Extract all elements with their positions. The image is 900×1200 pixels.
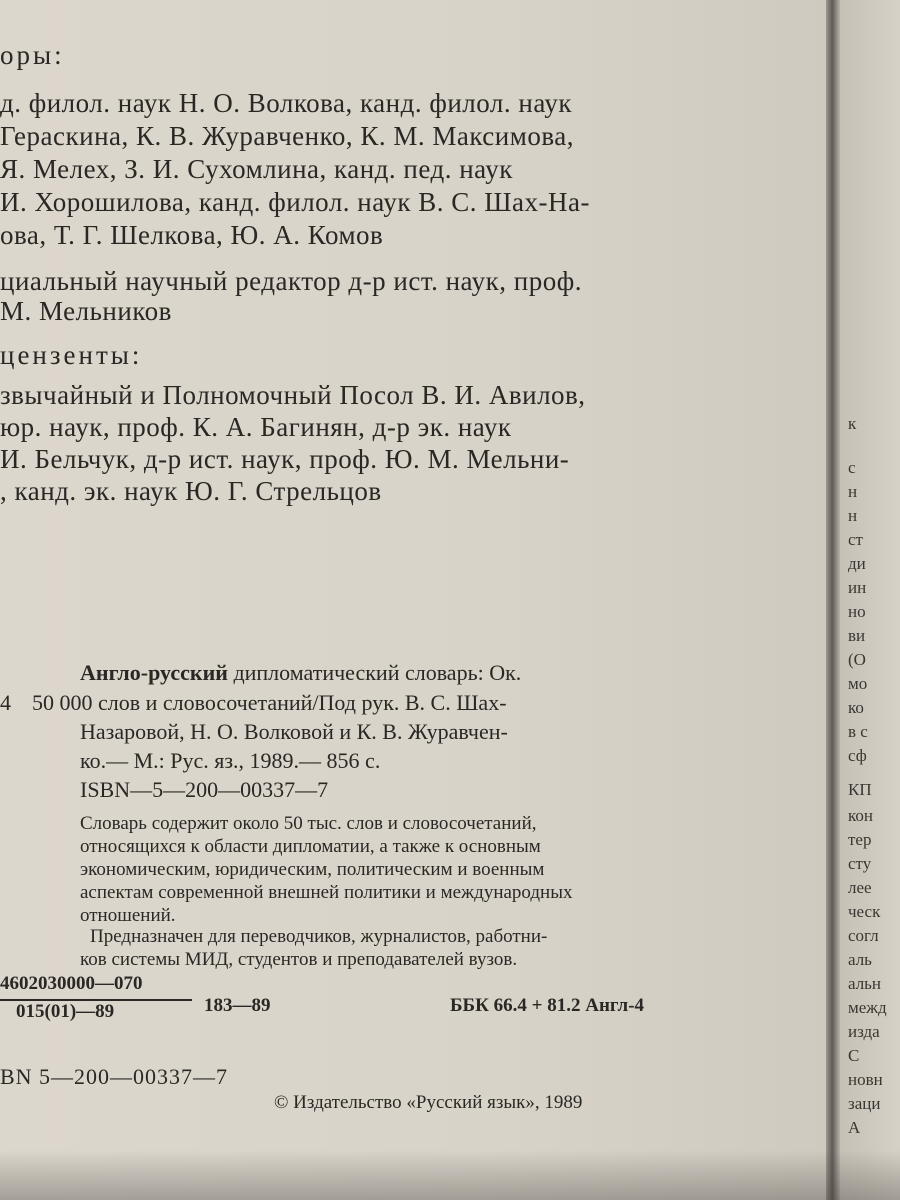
next-page-fragment: (О <box>848 650 866 669</box>
next-page-fragment: А <box>848 1118 861 1137</box>
reviewers-line-2: юр. наук, проф. К. А. Багинян, д-р эк. наук <box>0 412 512 442</box>
next-page-fragment: тер <box>848 830 872 849</box>
catalog-code-top: 4602030000—070 <box>0 973 143 994</box>
purpose-line-2: ков системы МИД, студентов и преподавателей вузов. <box>80 949 518 970</box>
next-page-fragment: н <box>848 482 858 501</box>
editor-line-1: циальный научный редактор д-р ист. наук, проф. <box>0 266 582 296</box>
next-page-fragment: изда <box>848 1022 880 1041</box>
next-page-fragment: ческ <box>848 902 881 921</box>
catalog-line-3: Назаровой, Н. О. Волковой и К. В. Журавчен- <box>80 719 508 744</box>
description-line-5: отношений. <box>80 905 176 926</box>
authors-line-3: Я. Мелех, З. И. Сухомлина, канд. пед. наук <box>0 154 513 184</box>
authors-line-4: И. Хорошилова, канд. филол. наук В. С. Шах-На- <box>0 187 590 217</box>
reviewers-line-1: звычайный и Полномочный Посол В. И. Авилов, <box>0 380 586 410</box>
next-page-fragment: новн <box>848 1070 883 1089</box>
reviewers-line-3: И. Бельчук, д-р ист. наук, проф. Ю. М. Мельни- <box>0 444 570 474</box>
next-page-fragment: ин <box>848 578 867 597</box>
catalog-code-bottom: 015(01)—89 <box>16 1001 115 1022</box>
reviewers-heading: цензенты: <box>0 340 143 370</box>
page-edge <box>826 0 840 1200</box>
next-page-fragment: ко <box>848 698 864 717</box>
description-line-4: аспектам современной внешней политики и международных <box>80 882 573 903</box>
next-page-fragment: с <box>848 458 856 477</box>
next-page-fragment: альн <box>848 974 882 993</box>
next-page-fragment: согл <box>848 926 879 945</box>
next-page-fragment: лее <box>848 878 872 897</box>
footer-isbn: BN 5—200—00337—7 <box>0 1064 229 1089</box>
next-page-fragment: ви <box>848 626 866 645</box>
authors-line-2: Гераскина, К. В. Журавченко, К. М. Максимова, <box>0 121 574 151</box>
catalog-code-right: 183—89 <box>204 995 271 1016</box>
next-page-fragment: сф <box>848 746 867 765</box>
catalog-title <box>80 660 521 686</box>
catalog-title-bold: Англо-русский <box>80 660 228 685</box>
next-page <box>840 0 900 1200</box>
authors-heading: оры: <box>0 40 65 70</box>
editor-line-2: М. Мельников <box>0 296 172 326</box>
description-line-1: Словарь содержит около 50 тыс. слов и словосочетаний, <box>80 813 537 834</box>
purpose-line-1: Предназначен для переводчиков, журналистов, работни- <box>90 926 548 947</box>
copyright: © Издательство «Русский язык», 1989 <box>274 1092 583 1113</box>
reviewers-line-4: , канд. эк. наук Ю. Г. Стрельцов <box>0 476 382 506</box>
next-page-fragment: ди <box>848 554 866 573</box>
catalog-line-2-num: 4 <box>0 690 11 715</box>
next-page-fragment: межд <box>848 998 887 1017</box>
next-page-fragment: мо <box>848 674 868 693</box>
next-page-fragment: КП <box>848 780 872 799</box>
authors-line-5: ова, Т. Г. Шелкова, Ю. А. Комов <box>0 220 384 250</box>
next-page-fragment: но <box>848 602 866 621</box>
catalog-title-rest: дипломатический словарь: Ок. <box>227 660 522 685</box>
next-page-fragment: ст <box>848 530 863 549</box>
next-page-fragment: аль <box>848 950 872 969</box>
next-page-fragment: сту <box>848 854 872 873</box>
next-page-fragment: в с <box>848 722 868 741</box>
description-line-2: относящихся к области дипломатии, а также к основным <box>80 836 541 857</box>
bbk-code: ББК 66.4 + 81.2 Англ-4 <box>450 995 645 1016</box>
bottom-shadow <box>0 1150 900 1200</box>
next-page-fragment: н <box>848 506 858 525</box>
catalog-line-4: ко.— М.: Рус. яз., 1989.— 856 с. <box>80 748 381 773</box>
description-line-3: экономическим, юридическим, политическим и военным <box>80 859 545 880</box>
catalog-isbn: ISBN—5—200—00337—7 <box>80 777 329 802</box>
authors-line-1: д. филол. наук Н. О. Волкова, канд. филол. наук <box>0 88 573 118</box>
next-page-fragment: заци <box>848 1094 881 1113</box>
next-page-fragment: к <box>848 414 857 433</box>
next-page-fragment: кон <box>848 806 873 825</box>
catalog-line-2: 50 000 слов и словосочетаний/Под рук. В. С. Шах- <box>32 690 507 715</box>
next-page-fragment: С <box>848 1046 860 1065</box>
